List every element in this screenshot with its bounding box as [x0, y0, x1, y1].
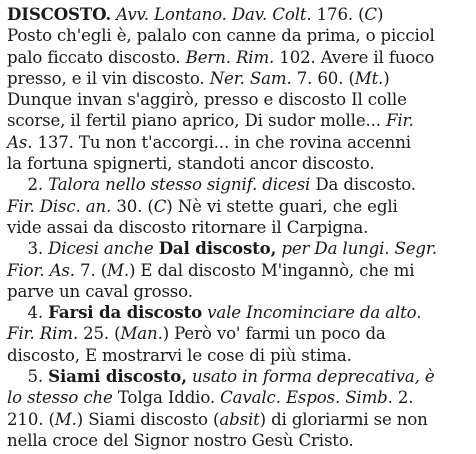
entry-text-segment: Fir. Disc. an. [7, 196, 112, 216]
entry-text-segment: ) [376, 5, 384, 24]
entry-text-segment: discosto, E mostrarvi le cose di più stima. [7, 345, 352, 365]
entry-text-segment: 137. Tu non t'accorgi... in che rovina accenni [32, 132, 411, 152]
entry-text-segment: Avv. Lontano. Dav. Colt. [116, 5, 312, 24]
entry-line [7, 153, 471, 174]
entry-line [7, 260, 471, 281]
entry-text-segment: parve un caval grosso. [7, 281, 193, 301]
entry-text-segment: Fir. Rim. [7, 324, 78, 344]
entry-line [7, 68, 471, 89]
entry-text-segment: Farsi da discosto [48, 302, 203, 323]
entry-text-segment: ) [383, 68, 390, 88]
entry-text-segment: Talora nello stesso signif. dicesi [48, 175, 311, 195]
entry-text-segment: vide assai da discosto ritornare il Carpigna. [7, 217, 369, 237]
entry-text-segment: Mt. [354, 68, 384, 88]
entry-text-segment: 4. [7, 303, 49, 323]
entry-line [7, 4, 471, 25]
entry-text-segment: Bern. Rim. [185, 47, 275, 67]
entry-text-segment: Ner. Sam. [209, 68, 292, 88]
entry-text-segment: scorse, il fertil piano aprico, Di sudor molle... [7, 111, 386, 131]
entry-text-segment: ) Siami discosto ( [76, 409, 220, 429]
entry-line [7, 238, 471, 259]
entry-text-segment: Dunque invan s'aggirò, presso e discosto Il colle [7, 90, 407, 110]
entry-text-segment: Man. [120, 324, 163, 344]
entry-text-segment: C [153, 196, 167, 216]
entry-text-segment: nella croce del Signor nostro Gesù Cristo. [7, 430, 354, 450]
entry-text-segment: palo ficcato discosto. [7, 47, 186, 67]
entry-text-segment: 3. [7, 239, 49, 259]
entry-text-segment: vale Incominciare da alto. [207, 303, 422, 323]
entry-text-segment: C [364, 5, 377, 24]
entry-text-segment: ) Però vo' farmi un poco da [162, 324, 386, 344]
entry-line [7, 47, 471, 68]
entry-text-segment: absit [219, 409, 260, 429]
entry-text-segment: 30. ( [111, 196, 154, 216]
entry-text-segment: 2. [392, 388, 414, 408]
entry-text-segment: Tolga Iddio. [112, 388, 221, 408]
entry-line [7, 302, 471, 323]
entry-text-segment: Fir. [386, 111, 414, 131]
dictionary-entry-discosto [7, 4, 471, 451]
entry-text-segment: Dicesi anche [48, 239, 154, 259]
entry-text-segment: lo stesso che [7, 388, 113, 408]
entry-line [7, 323, 471, 344]
entry-text-segment: per Da lungi. Segr. [281, 239, 437, 259]
entry-line [7, 110, 471, 131]
entry-line [7, 132, 471, 153]
entry-text-segment: Da discosto. [310, 175, 416, 195]
entry-line [7, 174, 471, 195]
entry-text-segment: 210. ( [7, 409, 55, 429]
entry-text-segment: 2. [7, 175, 49, 195]
entry-line [7, 89, 471, 110]
entry-text-segment: As. [7, 132, 33, 152]
entry-line [7, 196, 471, 217]
entry-text-segment: M. [107, 260, 129, 280]
entry-text-segment: ) Nè vi stette guari, che egli [166, 196, 398, 216]
entry-line [7, 430, 471, 451]
entry-text-segment: Posto ch'egli è, palalo con canne da prima, o picciol [7, 26, 435, 46]
entry-text-segment: 7. ( [74, 260, 108, 280]
entry-text-segment: Fior. As. [7, 260, 75, 280]
entry-text-segment: 102. Avere il fuoco [274, 47, 435, 67]
entry-text-segment: 5. [7, 367, 49, 387]
entry-text-segment: la fortuna spignerti, standoti ancor discosto. [7, 154, 375, 174]
entry-text-segment: DISCOSTO. [7, 4, 112, 24]
entry-text-segment: ) E dal discosto M'ingannò, che mi [128, 260, 415, 280]
entry-line [7, 281, 471, 302]
entry-text-segment: M. [54, 409, 77, 429]
entry-text-segment: 7. 60. ( [291, 68, 355, 88]
entry-text-segment: Siami discosto, [48, 366, 187, 387]
entry-text-segment: 25. ( [77, 324, 121, 344]
entry-line [7, 366, 471, 387]
entry-text-segment: Dal discosto, [158, 238, 277, 259]
entry-text-segment: presso, e il vin discosto. [7, 68, 210, 88]
entry-line [7, 409, 471, 430]
entry-line [7, 387, 471, 408]
entry-line [7, 345, 471, 366]
entry-line [7, 217, 471, 238]
entry-text-segment: Cavalc. Espos. Simb. [220, 388, 393, 408]
entry-line [7, 25, 471, 46]
entry-text-segment: usato in forma deprecativa, è [191, 367, 435, 387]
entry-text-segment: 176. ( [311, 5, 365, 24]
entry-text-segment: ) di gloriarmi se non [259, 409, 428, 429]
